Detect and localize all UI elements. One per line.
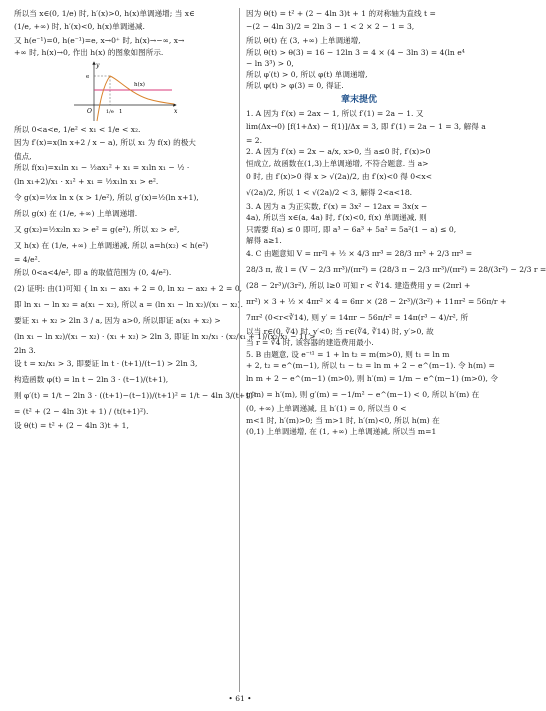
text-line: 0 时, 由 f′(x)>0 得 x > √(2a)/2, 由 f′(x)<0 得 0<x< [246,171,433,181]
text-line: 当 r = ∛4 时, 该容器的建造费用最小. [246,338,374,348]
text-line: 即 ln x₁ − ln x₂ = a(x₁ − x₂), 所以 a = (ln x₁ − ln x₂)/(x₁ − x₂). [14,300,243,310]
text-line: 则 φ′(t) = 1/t − 2ln 3 · ((t+1)−(t−1))/(t+1)² = 1/t − 4ln 3/(t+1)² [14,391,256,401]
text-line: + 2, t₂ = e^(m−1), 所以 t₁ − t₂ = ln m + 2 − e^(m−1). 令 h(m) = [246,361,495,371]
right-column [246,8,546,437]
text-line: (0, +∞) 上单调递减, 且 h′(1) = 0, 所以当 0 < [246,404,407,414]
text-line: 又 h(e⁻¹)=0, h(e⁻¹)=e, x→0⁺ 时, h(x)→−∞, x→ [14,36,185,46]
text-line: 所以 0<a<e, 1/e² < x₁ < 1/e < x₂. [14,124,141,134]
text-line: 4. C 由题意知 V = πr²l + ½ × 4/3 πr³ = 28/3 πr³ + 2/3 πr³ = [246,249,473,259]
text-line: = 4/e². [14,254,41,264]
text-line: 28/3 π, 故 l = (V − 2/3 πr³)/(πr²) = (28/3 π − 2/3 πr³)/(πr²) = 28/(3r²) − 2/3 r = [246,265,546,275]
text-line: 要证 x₁ + x₂ > 2ln 3 / a, 因为 a>0, 所以即证 a(x₁ + x₂) > [14,316,221,326]
text-line: (1/e, +∞) 时, h′(x)<0, h(x)单调递减. [14,22,145,32]
graph-svg [72,59,182,123]
text-line: = 2. [246,136,263,146]
text-line: 3. A 因为 a 为正实数, f′(x) = 3x² − 12ax = 3x(x − [246,201,428,211]
text-line: 只需要 f(a) ≤ 0 即可, 即 a³ − 6a³ + 5a² = 5a²(1 − a) ≤ 0, [246,224,457,234]
text-line: πr²) × 3 + ½ × 4πr² × 4 = 6πr × (28 − 2r³)/(3r²) + 11πr² = 56π/r + [246,297,507,307]
text-line: lim(Δx→0) [f(1+Δx) − f(1)]/Δx = 3, 即 f′(1) = 2a − 1 = 3, 解得 a [246,122,486,132]
section-title: 章末提优 [340,94,377,105]
text-line: (2) 证明: 由(1)可知 { ln x₁ − ax₁ + 2 = 0, ln x₂ − ax₂ + 2 = 0, [14,284,243,294]
curve-label: h(x) [134,81,145,88]
text-line: −(2 − 4ln 3)/2 = 2ln 3 − 1 < 2 × 2 − 1 = 3, [246,22,415,32]
text-line: (ln x₁ − ln x₂)/(x₁ − x₂) · (x₁ + x₂) > 2ln 3, 即证 ln x₂/x₁ · (x₂/x₁ + 1)/(x₂/x₁ − 1) > [14,332,316,342]
text-line: (28 − 2r³)/(3r²), 所以 l≥0 可知 r < ∛14. 建造费用 y = (2πrl + [246,281,471,291]
text-line: 因为 θ(t) = t² + (2 − 4ln 3)t + 1 的对称轴为直线 t = [246,9,436,18]
page-number: • 61 • [228,694,252,703]
text-line: 1. A 因为 f′(x) = 2ax − 1, 所以 f′(1) = 2a − 1. 又 [246,108,424,118]
text-line: (ln x₁+2)/x₁ · x₁² + x₁ = ½x₁ln x₁ > e². [14,176,159,186]
text-line: − ln 3³) > 0, [246,58,294,68]
text-line: 2ln 3. [14,346,36,356]
text-line: 因为 f′(x)=x(ln x+2 / x − a), 所以 x₁ 为 f(x) 的极大 [14,138,196,148]
text-line: 所以 0<a<4/e², 即 a 的取值范围为 (0, 4/e²). [14,268,172,278]
text-line: 解得 a≥1. [246,235,282,245]
text-line: 值点, [14,152,32,162]
text-line: 所以 θ(t) 在 (3, +∞) 上单调递增, [246,36,361,46]
text-line: 所以 g(x) 在 (1/e, +∞) 上单调递增. [14,208,138,218]
right-lines-a [246,8,472,92]
text-line: √(2a)/2, 所以 1 < √(2a)/2 < 3, 解得 2<a<18. [246,187,413,197]
column-divider [239,8,240,692]
text-line: 所以当 x∈(0, 1/e) 时, h′(x)>0, h(x)单调递增; 当 x∈ [14,9,195,18]
text-line: 所以 θ(t) > θ(3) = 16 − 12ln 3 = 4 × (4 − 3ln 3) = 4(ln e⁴ [246,47,465,57]
tick-y-label: e [86,73,90,80]
y-axis-label: y [96,61,100,69]
x-axis-label: x [174,107,178,115]
text-line: +∞ 时, h(x)→0, 作出 h(x) 的图象如图所示. [14,47,164,57]
text-line: 设 θ(t) = t² + (2 − 4ln 3)t + 1, [14,421,129,431]
tick-x-label: 1/e [106,108,114,115]
text-line: 5. B 由题意, 设 e⁻ᵗ¹ = 1 + ln t₂ = m(m>0), 则 t₁ = ln m [246,349,450,359]
text-line: ln m + 2 − e^(m−1) (m>0), 则 h′(m) = 1/m − e^(m−1) (m>0), 令 [246,374,498,384]
text-line: 所以 φ′(t) > 0, 所以 φ(t) 单调递增, [246,70,368,80]
text-line: 又 g(x₂)=½x₂ln x₂ > e² = g(e²), 所以 x₂ > e², [14,224,180,234]
tick-x-label: 1 [119,108,123,115]
text-line: (0,1) 上单调递增, 在 (1, +∞) 上单调递减, 所以当 m=1 [246,426,437,436]
function-graph-figure [72,59,240,123]
text-line: 设 t = x₂/x₁ > 3, 即要证 ln t · (t+1)/(t−1) > 2ln 3, [14,359,198,369]
text-line: 7πr² (0<r<∛14), 则 y′ = 14πr − 56π/r² = 14π(r³ − 4)/r², 所 [246,313,469,323]
text-line: 2. A 因为 f′(x) = 2x − a/x, x>0, 当 a≤0 时, f′(x)>0 [246,147,431,157]
right-lines-b [246,108,546,437]
text-line: 恒成立, 故函数在(1,3)上单调递增, 不符合题意. 当 a> [246,158,429,168]
text-line: 令 g(x)=½x ln x (x > 1/e²), 所以 g′(x)=½(ln x+1), [14,192,199,202]
text-line: 以当 r∈(0, ∛4) 时, y′<0; 当 r∈(∛4, ∛14) 时, y′>0, 故 [246,327,434,337]
text-line: 又 h(x) 在 (1/e, +∞) 上单调递减, 所以 a=h(x₂) < h(e²) [14,240,209,250]
left-lines-a [14,8,240,58]
origin-label: O [87,107,92,115]
text-line: 构造函数 φ(t) = ln t − 2ln 3 · (t−1)/(t+1), [14,375,169,385]
text-line: g(m) = h′(m), 则 g′(m) = −1/m² − e^(m−1) < 0, 所以 h′(m) 在 [246,390,480,400]
text-line: 所以 φ(t) > φ(3) = 0, 得证. [246,81,344,91]
text-line: 4a), 所以当 x∈(a, 4a) 时, f′(x)<0, f(x) 单调递减, 则 [246,213,427,223]
text-line: 所以 f(x₁)=x₁ln x₁ − ½ax₁² + x₁ = x₁ln x₁ − ½ · [14,163,190,173]
text-line: = (t² + (2 − 4ln 3)t + 1) / (t(t+1)²). [14,407,149,417]
text-line: m<1 时, h′(m)>0; 当 m>1 时, h′(m)<0, 所以 h(m) 在 [246,415,440,425]
